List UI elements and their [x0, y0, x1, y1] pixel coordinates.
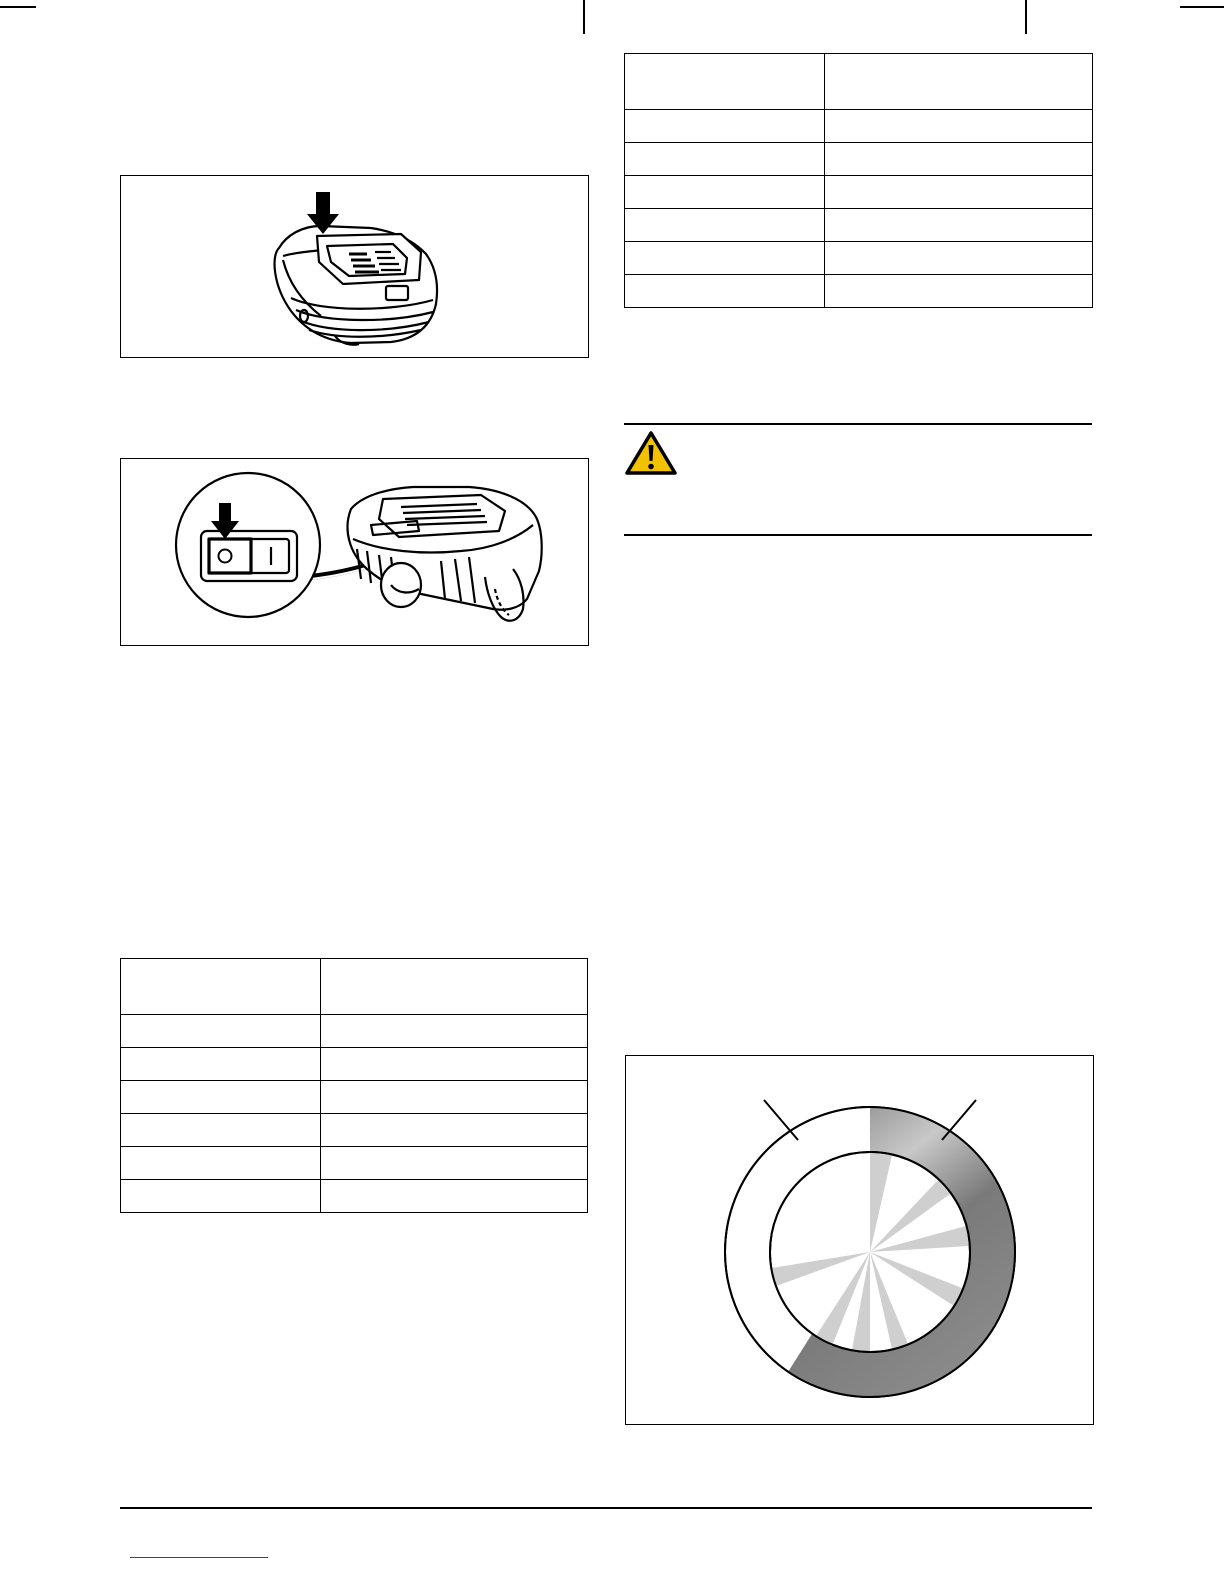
table-row: [625, 242, 1093, 275]
table-cell: [825, 143, 1093, 176]
table-row: [121, 1048, 588, 1081]
table-cell: [321, 1081, 588, 1114]
table-cell: [825, 242, 1093, 275]
table-cell: [625, 110, 825, 143]
table-header-row: [121, 959, 588, 1015]
table-cell: [121, 1114, 321, 1147]
figure-stop-button: [120, 175, 589, 358]
table-cell: [321, 1147, 588, 1180]
table-row: [121, 1147, 588, 1180]
table-header-cell: [825, 54, 1093, 110]
table-cell: [121, 1015, 321, 1048]
table-header-cell: [625, 54, 825, 110]
table-cell: [625, 242, 825, 275]
charge-dial-icon: [626, 1056, 1095, 1426]
table-cell: [825, 110, 1093, 143]
table-cell: [625, 143, 825, 176]
table-cell: [825, 209, 1093, 242]
table-cell: [321, 1180, 588, 1213]
table-row: [625, 275, 1093, 308]
table-row: [625, 176, 1093, 209]
crop-mark-top-left: [0, 6, 36, 8]
crop-mark-top-right: [1180, 6, 1224, 8]
table-header-cell: [321, 959, 588, 1015]
table-cell: [321, 1114, 588, 1147]
table-row: [625, 209, 1093, 242]
table-cell: [625, 176, 825, 209]
table-cell: [321, 1015, 588, 1048]
table-header-row: [625, 54, 1093, 110]
table-row: [625, 143, 1093, 176]
crop-mark-top-center-right: [1025, 0, 1027, 34]
table-header-cell: [121, 959, 321, 1015]
figure-charge-dial: [625, 1055, 1094, 1425]
table-cell: [625, 209, 825, 242]
table-cell: [321, 1048, 588, 1081]
table-cell: [121, 1147, 321, 1180]
figure-main-switch: [120, 458, 589, 646]
footer-rule: [120, 1507, 1092, 1509]
table-cell: [825, 275, 1093, 308]
table-cell: [121, 1180, 321, 1213]
table-cell: [825, 176, 1093, 209]
table-cell: [121, 1048, 321, 1081]
spec-table-right: [624, 53, 1093, 308]
table-cell: [625, 275, 825, 308]
spec-table-left: [120, 958, 588, 1213]
footer-link[interactable]: [130, 1548, 268, 1558]
table-row: [121, 1015, 588, 1048]
main-switch-illustration: [121, 459, 590, 647]
table-row: [625, 110, 1093, 143]
table-row: [121, 1180, 588, 1213]
table-row: [121, 1081, 588, 1114]
warning-bottom-rule: [624, 534, 1092, 536]
warning-top-rule: [624, 423, 1092, 425]
table-row: [121, 1114, 588, 1147]
crop-mark-top-center: [583, 0, 585, 34]
robot-mower-stop-illustration: [121, 176, 590, 359]
table-cell: [121, 1081, 321, 1114]
warning-triangle-icon: [624, 430, 678, 476]
